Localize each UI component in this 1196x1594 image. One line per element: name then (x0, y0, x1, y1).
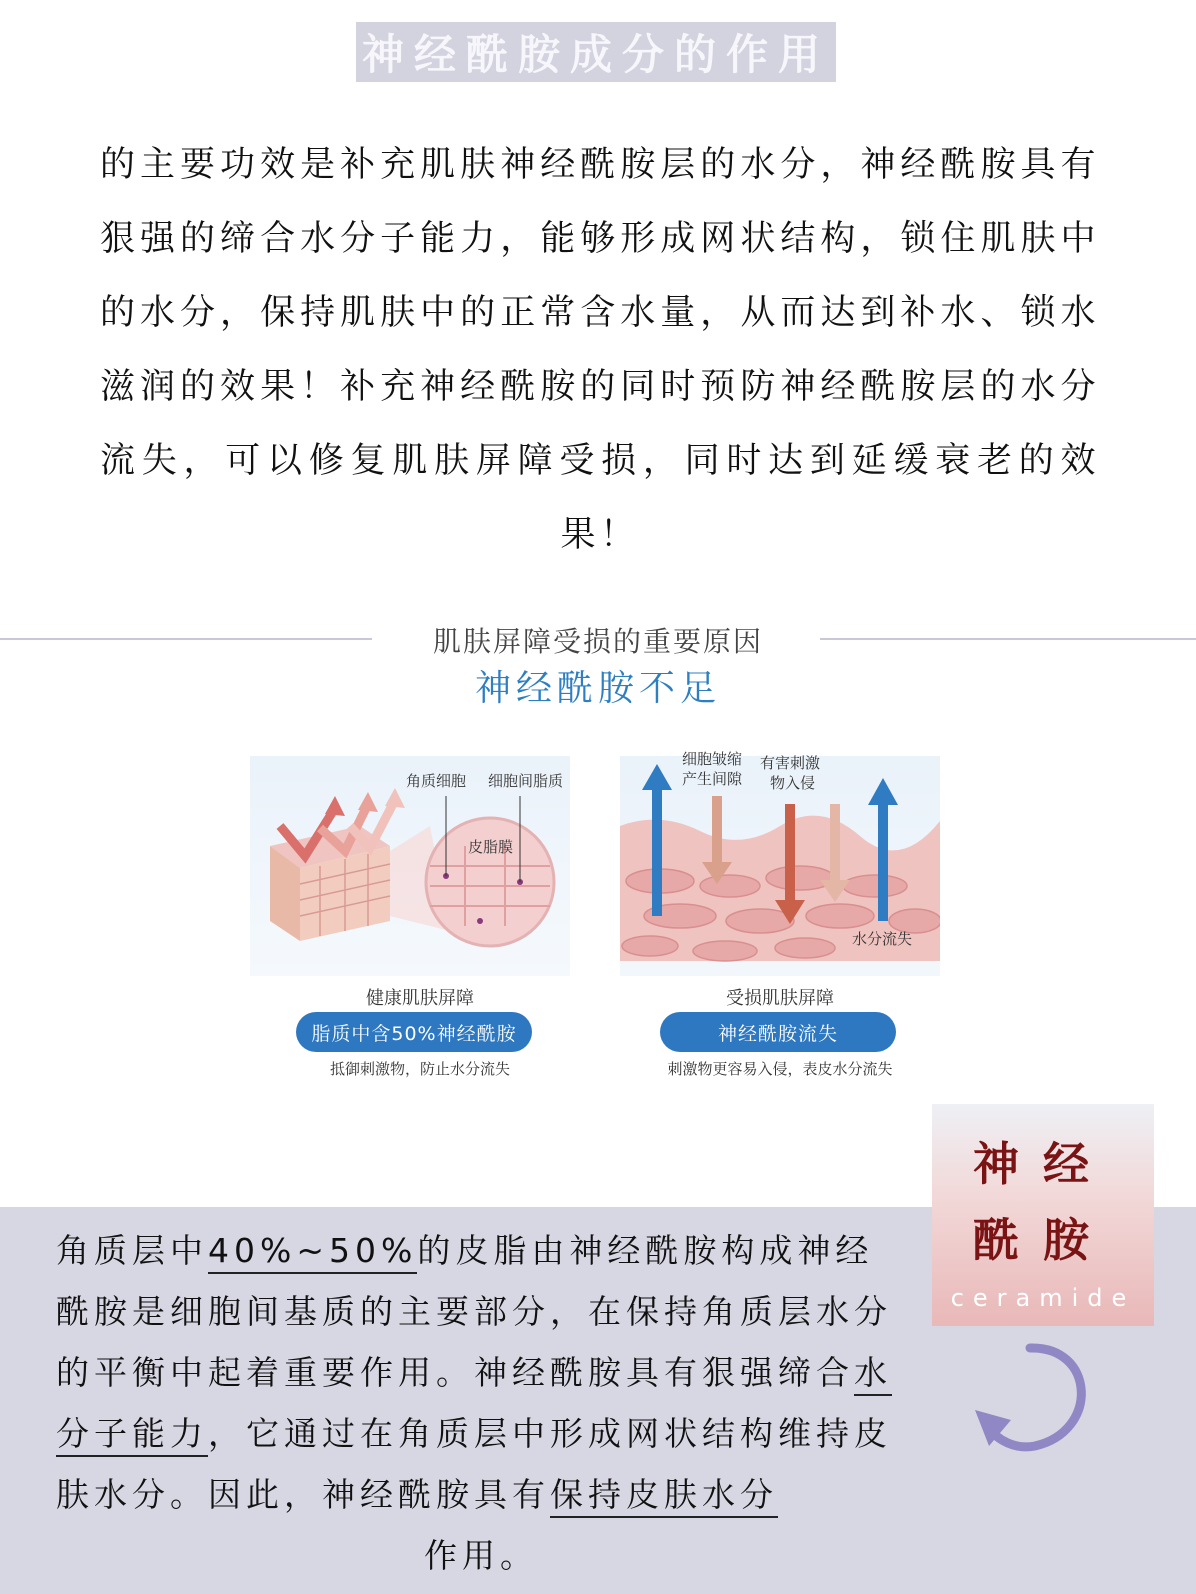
label-irritant: 有害刺激 (760, 754, 821, 772)
damaged-note: 刺激物更容易入侵，表皮水分流失 (667, 1060, 893, 1078)
label-gaps: 产生间隙 (682, 770, 743, 788)
label-intercellular-lipid: 细胞间脂质 (488, 772, 564, 790)
bottom-text-2: 的皮脂由神经酰胺构成神经酰胺是细胞间基质的主要部分，在保持角质层水分的平衡中起着重要作用。神经酰胺具有狠强缔合 (56, 1231, 892, 1392)
damaged-skin-illustration (620, 750, 940, 976)
reason-subtitle: 神经酰胺不足 (474, 668, 721, 709)
badge-line-1: 神经 (973, 1137, 1113, 1191)
underlined-keep-moisture: 保持皮肤水分 (550, 1475, 778, 1518)
healthy-note: 抵御刺激物，防止水分流失 (329, 1060, 510, 1078)
badge-line-2: 酰胺 (973, 1213, 1113, 1267)
curved-arrow-icon (975, 1336, 1105, 1466)
skin-barrier-diagram (250, 750, 950, 1078)
label-sebum-film: 皮脂膜 (468, 838, 514, 856)
underlined-water-binding: 水分子能力 (56, 1353, 892, 1457)
bottom-text-4: 作用。 (424, 1536, 538, 1575)
intro-paragraph: 的主要功效是补充肌肤神经酰胺层的水分，神经酰胺具有狠强的缔合水分子能力，能够形成网状结构，锁住肌肤中的水分，保持肌肤中的正常含水量，从而达到补水、锁水滋润的效果！补充神经酰胺的同时预防神经酰胺层的水分流失，可以修复肌肤屏障受损，同时达到延缓衰老的效果！ (100, 145, 1100, 555)
label-corneocyte: 角质细胞 (406, 772, 467, 790)
underlined-percentage: 40%~50% (208, 1231, 417, 1274)
damaged-pill: 神经酰胺流失 (660, 1012, 896, 1052)
bottom-text-1: 角质层中 (56, 1231, 208, 1270)
bottom-paragraph (56, 1220, 906, 1586)
badge-line-3: ceramide (950, 1284, 1136, 1312)
healthy-pill: 脂质中含50%神经酰胺 (296, 1012, 532, 1052)
bottom-text-3: ，它通过在角质层中形成网状结构维持皮肤水分。因此，神经酰胺具有 (56, 1414, 892, 1514)
ceramide-badge (932, 1104, 1154, 1326)
damaged-caption: 受损肌肤屏障 (726, 988, 834, 1009)
label-water-loss: 水分流失 (852, 930, 913, 948)
reason-title: 肌肤屏障受损的重要原因 (432, 625, 763, 658)
healthy-skin-illustration (250, 756, 570, 976)
section-title: 神经酰胺成分的作用 (361, 30, 830, 79)
healthy-caption: 健康肌肤屏障 (366, 988, 474, 1009)
label-cell-shrink: 细胞皱缩 (682, 750, 743, 768)
label-invasion: 物入侵 (770, 774, 816, 792)
section-title-banner (356, 22, 836, 82)
